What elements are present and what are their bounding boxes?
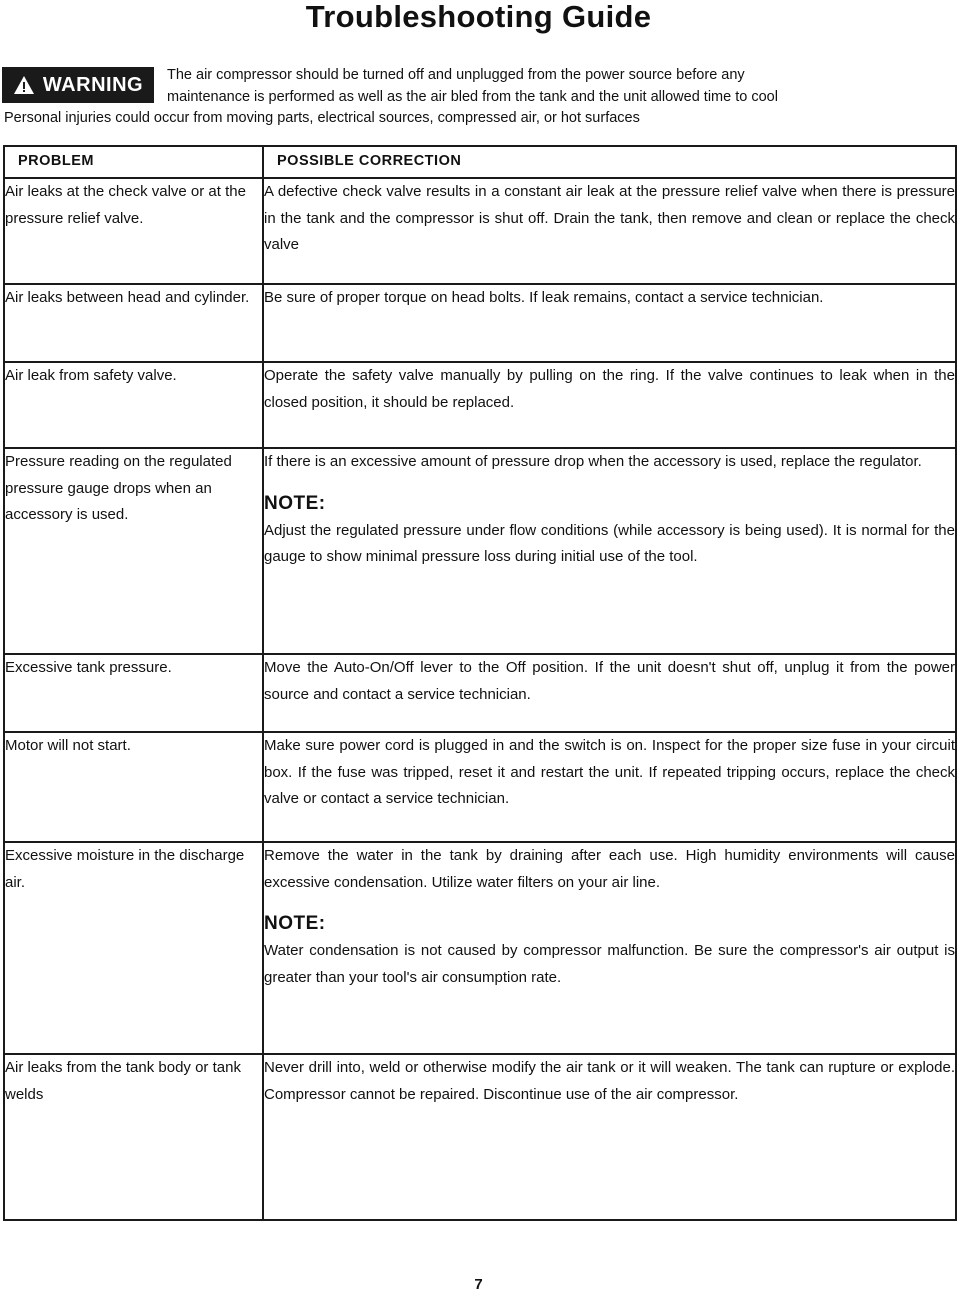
correction-text: Move the Auto-On/Off lever to the Off position. If the unit doesn't shut off, unplug it from the power source and contact a service technician.: [264, 659, 955, 703]
table-row: [4, 842, 956, 1054]
correction-cell: [263, 732, 956, 842]
table-row: [4, 448, 956, 654]
warning-text-line: maintenance is performed as well as the air bled from the tank and the unit allowed time to cool: [167, 89, 778, 105]
note-text: Water condensation is not caused by compressor malfunction. Be sure the compressor's air output is greater than your tool's air consumption rate.: [264, 942, 955, 986]
warning-text-line: The air compressor should be turned off and unplugged from the power source before any: [167, 67, 745, 83]
warning-label: WARNING: [42, 73, 144, 96]
correction-text: Be sure of proper torque on head bolts. If leak remains, contact a service technician.: [264, 289, 824, 306]
table-row: [4, 178, 956, 284]
problem-cell: Pressure reading on the regulated pressure gauge drops when an accessory is used.: [4, 448, 263, 654]
problem-cell: Motor will not start.: [4, 732, 263, 842]
correction-cell: [263, 284, 956, 362]
page-title: Troubleshooting Guide: [305, 0, 652, 34]
page-number: 7: [474, 1276, 483, 1293]
correction-cell: [263, 1054, 956, 1220]
table-row: [4, 362, 956, 448]
correction-cell: [263, 178, 956, 284]
table-row: [4, 654, 956, 732]
problem-cell: Air leaks at the check valve or at the pressure relief valve.: [4, 178, 263, 284]
correction-text: Make sure power cord is plugged in and the switch is on. Inspect for the proper size fuse in your circuit box. If the fuse was tripped, reset it and restart the unit. If repeated tripping occurs, replace the check valve or contact a service technician.: [264, 737, 955, 807]
correction-cell: [263, 654, 956, 732]
table-row: [4, 284, 956, 362]
correction-cell: [263, 362, 956, 448]
correction-cell: [263, 448, 956, 654]
note-text: Adjust the regulated pressure under flow conditions (while accessory is being used). It is normal for the gauge to show minimal pressure loss during initial use of the tool.: [264, 521, 955, 565]
warning-badge: [2, 67, 154, 103]
problem-cell: Air leak from safety valve.: [4, 362, 263, 448]
problem-cell: Excessive moisture in the discharge air.: [4, 842, 263, 1054]
correction-text: Operate the safety valve manually by pulling on the ring. If the valve continues to leak when in the closed position, it should be replaced.: [264, 367, 955, 411]
correction-column-header: POSSIBLE CORRECTION: [263, 146, 956, 178]
table-row: [4, 732, 956, 842]
note-label: NOTE:: [264, 492, 326, 514]
table-row: [4, 1054, 956, 1220]
warning-text-line: Personal injuries could occur from moving parts, electrical sources, compressed air, or hot surfaces: [4, 110, 640, 126]
warning-triangle-icon: [13, 75, 35, 95]
problem-column-header: PROBLEM: [4, 146, 263, 178]
correction-cell: [263, 842, 956, 1054]
problem-cell: Air leaks from the tank body or tank welds: [4, 1054, 263, 1220]
problem-cell: Air leaks between head and cylinder.: [4, 284, 263, 362]
correction-text: Never drill into, weld or otherwise modify the air tank or it will weaken. The tank can rupture or explode. Compressor cannot be repaired. Discontinue use of the air compressor.: [264, 1059, 955, 1103]
note-label: NOTE:: [264, 913, 326, 934]
table-header-row: [4, 146, 956, 178]
correction-text: A defective check valve results in a constant air leak at the pressure relief valve when there is pressure in the tank and the compressor is shut off. Drain the tank, then remove and clean or replace the check valve: [264, 183, 955, 253]
problem-cell: Excessive tank pressure.: [4, 654, 263, 732]
correction-text: Remove the water in the tank by draining after each use. High humidity environments will cause excessive condensation. Utilize water filters on your air line.: [264, 847, 955, 891]
troubleshooting-table: [3, 145, 957, 1221]
correction-text: If there is an excessive amount of pressure drop when the accessory is used, replace the regulator.: [264, 453, 922, 470]
